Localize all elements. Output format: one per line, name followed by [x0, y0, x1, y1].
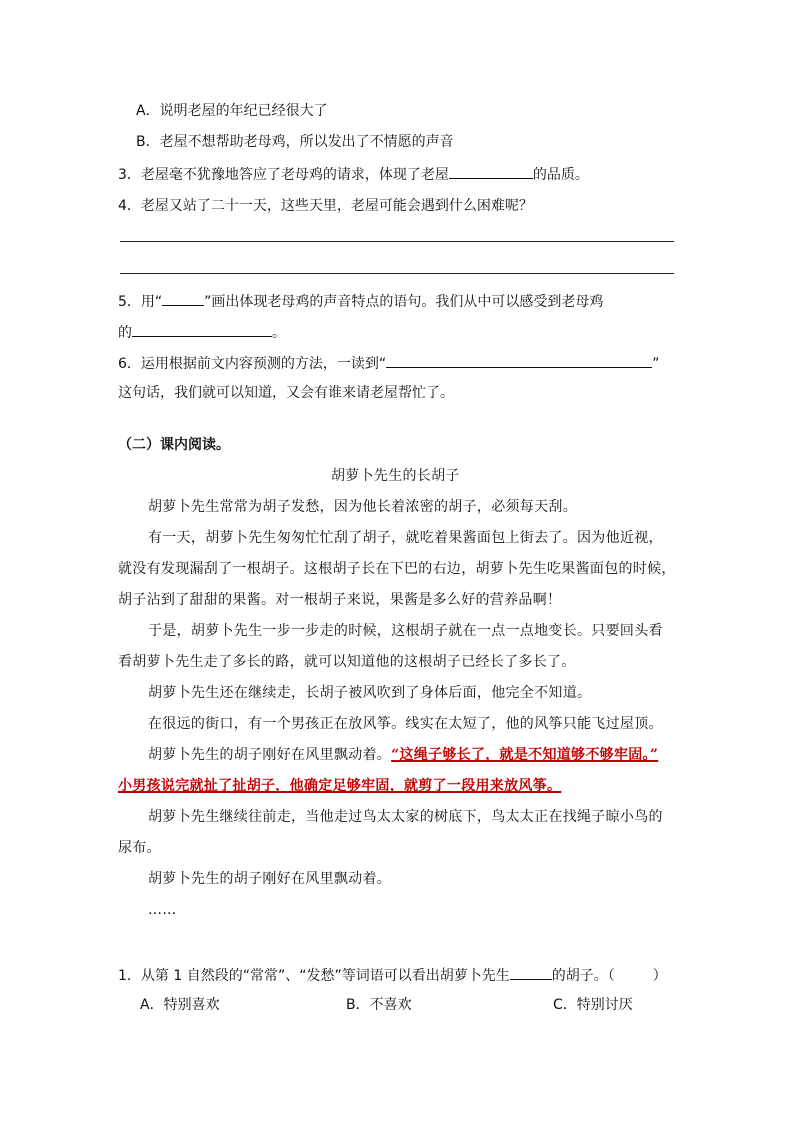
- question-6: [118, 352, 659, 374]
- option-a: A．说明老屋的年纪已经很大了: [136, 103, 328, 119]
- choice-c: C．特别讨厌: [553, 997, 633, 1013]
- paragraph-3-line1: 于是，胡萝卜先生一步一步走的时候，这根胡子就在一点一点地变长。只要回头看: [148, 623, 663, 639]
- paragraph-5: 在很远的街口，有一个男孩正在放风筝。线实在太短了，他的风筝只能飞过屋顶。: [148, 716, 663, 732]
- paragraph-8: 胡萝卜先生的胡子刚好在风里飘动着。: [148, 871, 392, 887]
- option-b: B．老屋不想帮助老母鸡，所以发出了不情愿的声音: [136, 134, 454, 150]
- question-3-text: 3．老屋毫不犹豫地答应了老母鸡的请求，体现了老屋: [118, 167, 449, 183]
- paragraph-6-line1: [148, 745, 658, 765]
- paragraph-4: 胡萝卜先生还在继续走，长胡子被风吹到了身体后面，他完全不知道。: [148, 685, 592, 701]
- paragraph-7-line1: 胡萝卜先生继续往前走，当他走过鸟太太家的树底下，鸟太太正在找绳子晾小鸟的: [148, 809, 663, 825]
- question-3: [118, 163, 589, 185]
- paragraph-1: 胡萝卜先生常常为胡子发愁，因为他长着浓密的胡子，必须每天刮。: [148, 499, 577, 515]
- question-4: 4．老屋又站了二十一天，这些天里，老屋可能会遇到什么困难呢？: [118, 198, 533, 214]
- question-1-text: 1．从第 1 自然段的“常常”、“发愁”等词语可以看出胡萝卜先生: [118, 968, 510, 984]
- question-5-end: 。: [272, 325, 286, 341]
- question-5-line2: [118, 321, 286, 343]
- question-3-suffix: 的品质。: [532, 167, 589, 183]
- paragraph-6-line2: [118, 776, 561, 796]
- ellipsis: ……: [148, 902, 177, 918]
- answer-blank[interactable]: [510, 964, 552, 980]
- question-1: [118, 964, 667, 986]
- paragraph-2-line3: 胡子沾到了甜甜的果酱。对一根胡子来说，果酱是多么好的营养品啊！: [118, 592, 562, 608]
- highlighted-sentence: 小男孩说完就扯了扯胡子，他确定足够牢固，就剪了一段用来放风筝。: [118, 778, 562, 794]
- answer-blank[interactable]: [132, 321, 272, 337]
- passage-title: 胡萝卜先生的长胡子: [331, 468, 460, 484]
- answer-blank[interactable]: [386, 352, 652, 368]
- answer-line[interactable]: [120, 241, 674, 242]
- question-5-prefix: 的: [118, 325, 132, 341]
- paragraph-2-line1: 有一天，胡萝卜先生匆匆忙忙刮了胡子，就吃着果酱面包上街去了。因为他近视，: [148, 530, 663, 546]
- underline-sample: [162, 290, 204, 306]
- choice-b: B．不喜欢: [346, 997, 412, 1013]
- answer-line[interactable]: [120, 273, 674, 274]
- section-heading: （二）课内阅读。: [118, 437, 230, 453]
- question-6-text: 6．运用根据前文内容预测的方法，一读到“: [118, 356, 387, 372]
- question-6-quote-close: ”: [652, 356, 660, 372]
- question-6-line2: 这句话，我们就可以知道，又会有谁来请老屋帮忙了。: [118, 385, 454, 401]
- paragraph-6-text: 胡萝卜先生的胡子刚好在风里飘动着。: [148, 747, 392, 763]
- answer-blank[interactable]: [449, 163, 533, 179]
- choice-a: A．特别喜欢: [140, 997, 220, 1013]
- highlighted-quote: “这绳子够长了，就是不知道够不够牢固。”: [391, 747, 659, 763]
- question-5-suffix: ”画出体现老母鸡的声音特点的语句。我们从中可以感受到老母鸡: [204, 294, 604, 310]
- question-5-text: 5．用“: [118, 294, 163, 310]
- question-5: [118, 290, 603, 312]
- question-1-close: ）: [652, 968, 667, 984]
- paragraph-2-line2: 就没有发现漏刮了一根胡子。这根胡子长在下巴的右边，胡萝卜先生吃果酱面包的时候，: [118, 561, 676, 577]
- paragraph-7-line2: 尿布。: [118, 840, 161, 856]
- question-1-suffix: 的胡子。（: [551, 968, 615, 984]
- paragraph-3-line2: 看胡萝卜先生走了多长的路，就可以知道他的这根胡子已经长了多长了。: [118, 654, 576, 670]
